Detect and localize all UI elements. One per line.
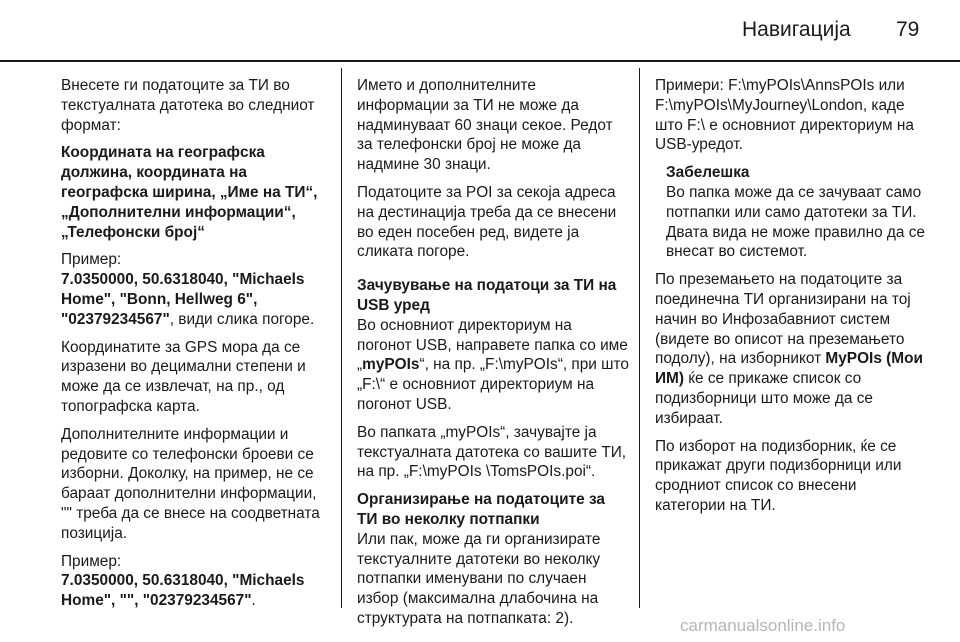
text-run: ќе се прикаже список со подизборници што може да се избираат. — [655, 370, 873, 427]
example-label: Пример: — [61, 552, 122, 570]
page-number: 79 — [896, 18, 920, 41]
example-label: Пример: — [61, 251, 122, 269]
paragraph: По изборот на подизборник, ќе се прикажат други подизборници или сродниот список со внесени категории на ТИ. — [655, 437, 902, 514]
header-title: Навигација — [742, 18, 851, 41]
paragraph: Примери: F:\myPOIs\AnnsPOIs или F:\myPOIs\MyJourney\London, каде што F:\ е основниот директориум на USB-уредот. — [655, 77, 914, 154]
paragraph: Името и дополнителните информации за ТИ не може да надминуваат 60 знаци секое. Редот за телефонски број не може да надмине 30 знаци. — [357, 77, 613, 174]
column-divider-1 — [341, 68, 342, 608]
format-spec: Координата на географска должина, координата на географска ширина, „Име на ТИ“, „Дополнителни информации“, „Телефонски број“ — [61, 144, 318, 241]
paragraph: Координатите за GPS мора да се изразени во децимални степени и може да се извлечат, на пр., од топографска карта. — [61, 338, 306, 415]
note-box — [666, 163, 930, 262]
paragraph: Или пак, може да ги организирате текстуалните датотеки во неколку потпапки именувани по случаен избор (максимална длабочина на структурата на потпапката: 2). — [357, 530, 601, 627]
text-run: “, на пр. „F:\myPOIs“, при што „F:\“ е основниот директориум на погонот USB. — [357, 356, 629, 413]
section-heading: Зачувување на податоци за ТИ на USB уред — [357, 277, 617, 314]
paragraph: Дополнителните информации и редовите со телефонски броеви се изборни. Доколку, на пример, не се бараат дополнителни информации, "" треба да се внесе на соодветната позиција. — [61, 425, 320, 542]
note-text: Во папка може да се зачуваат само потпапки или само датотеки за ТИ. Двата вида не може правилно да се внесат во системот. — [666, 183, 925, 261]
example-suffix: , види слика погоре. — [169, 310, 315, 328]
example-2 — [61, 552, 331, 611]
example-code: 7.0350000, 50.6318040, "Michaels Home", "Bonn, Hellweg 6", "02379234567" — [61, 271, 305, 328]
column-2 — [357, 76, 629, 637]
example-code: 7.0350000, 50.6318040, "Michaels Home", "", "02379234567" — [61, 572, 305, 610]
paragraph — [357, 316, 629, 415]
text-run: По преземањето на податоците за поединечна ТИ организирани на тој начин во Инфозабавниот систем (видете во описот на преземањето подолу), на изборникот — [655, 271, 911, 368]
menu-name: MyPOIs (Мои ИМ) — [655, 350, 923, 388]
paragraph — [655, 270, 930, 428]
header-rule — [0, 60, 960, 62]
paragraph: Во папката „myPOIs“, зачувајте ја текстуалната датотека со вашите ТИ, на пр. „F:\myPOIs \TomsPOIs.poi“. — [357, 423, 627, 481]
column-divider-2 — [639, 68, 640, 608]
example-1 — [61, 250, 331, 329]
note-title: Забелешка — [666, 164, 750, 182]
paragraph: Податоците за POI за секоја адреса на дестинација треба да се внесени во еден посебен ред, видете ја сликата погоре. — [357, 183, 617, 261]
folder-name: myPOIs — [362, 356, 420, 374]
paragraph: Внесете ги податоците за ТИ во текстуалната датотека во следниот формат: — [61, 77, 315, 134]
column-3 — [655, 76, 930, 524]
column-1 — [61, 76, 331, 619]
watermark: carmanualsonline.info — [680, 616, 846, 635]
text-run: Во основниот директориум на погонот USB, направете папка со име „ — [357, 316, 628, 374]
section-heading: Организирање на податоците за ТИ во неколку потпапки — [357, 491, 605, 528]
example-suffix: . — [251, 592, 256, 610]
